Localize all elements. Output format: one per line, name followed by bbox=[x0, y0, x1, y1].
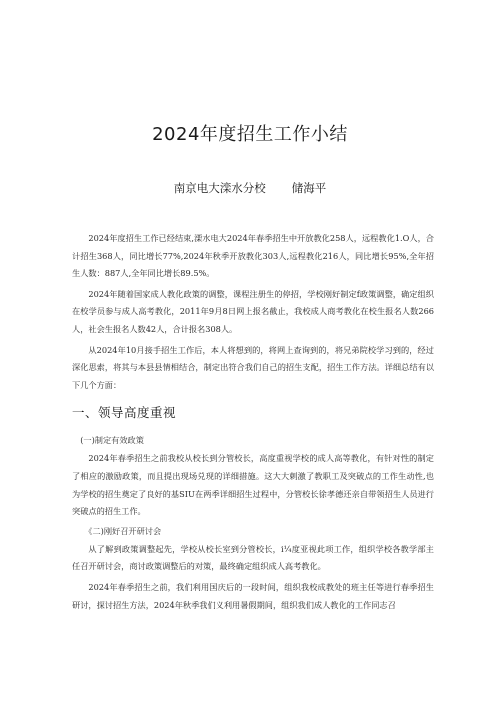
subsection-heading: (一)制定有效政策 bbox=[80, 435, 144, 446]
body-text bbox=[72, 230, 434, 614]
paragraph: 从了解到政策调整起先，学校从校长室到分管校长，i¼度亚视此项工作，组织学校各教学部主任召开研讨会，商讨政策调整后的对策，最终确定组织成人高考教化。 bbox=[72, 543, 434, 572]
paragraph: 2024年随着国家成人教化政策的调整，课程注册生的停招，学校刚好制定f政策调整，确定组织在校学员参与成人高考教化，2011年9月8日网上报名截止，我校成人商考教化在校生报名人数266人，社会生报名人数42人，合计报名308人。 bbox=[72, 288, 434, 334]
school-name: 南京电大滦水分校 bbox=[173, 181, 266, 195]
subsection-heading: 《二)刚好召开研讨会 bbox=[84, 525, 162, 536]
author-name: 储海平 bbox=[291, 181, 327, 195]
page-title: 2024年度招生工作小结 bbox=[152, 124, 348, 145]
paragraph: 2024年春季招生之前，我们利用国庆后的一段时间，组织我校成教处的班主任等进行春季招生研讨，探讨招生方法，2024年秋季我们义利用暑假期间，组织我们成人教化的工作同志召 bbox=[72, 581, 434, 610]
section-heading: 一、领导高度重视 bbox=[72, 405, 177, 421]
paragraph: 从2024年10月接手招生工作后，本人将想到的，将网上查询到的，将兄弟院校学习到的，经过深化思索，将其与本县县情相结合，制定出符合我们自己的招生支配，招生工作方法。详细总结有以下几个方面： bbox=[72, 344, 434, 390]
paragraph: 2024年度招生工作已经结束,溧水电大2024年春季招生中开放教化258人，远程教化1.O人，合计招生368人，同比增长77%,2024年秋季开放教化303人,远程教化216人，同比增长95%,全年招生人数：887人,全年同比增长89.5%。 bbox=[72, 233, 434, 279]
paragraph: 2024年春季招生之前我校从校长到分管校长，高度重视学校的成人高等教化，有针对性的制定了相应的激励政策，而且提出现场兑现的详细措施。这大大刺激了教职工及突破点的工作生动性,也为学校的招生奠定了良好的基SIU在两季详细招生过程中，分管校长徐孝德还亲自带领招生人员进行突破点的招生工作。 bbox=[72, 453, 434, 517]
author-line bbox=[0, 180, 500, 196]
